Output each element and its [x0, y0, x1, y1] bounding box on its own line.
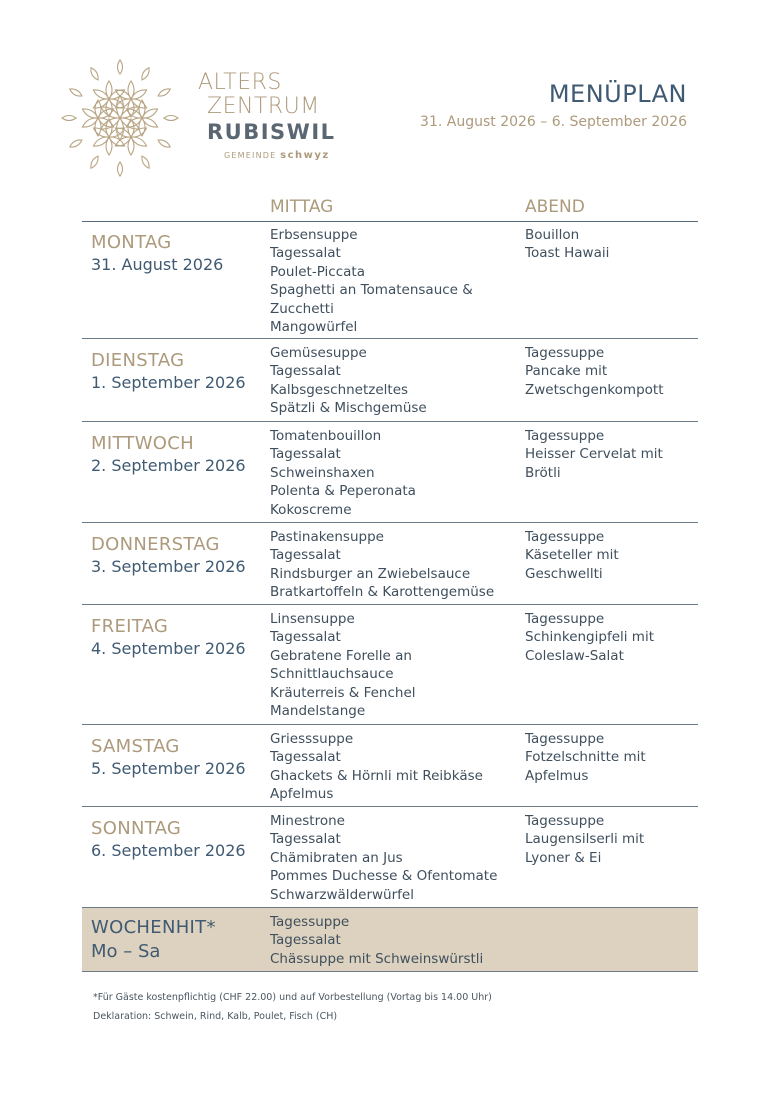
menu-item: Kräuterreis & Fenchel [270, 684, 416, 701]
footnotes [93, 988, 492, 1026]
menu-item: Gebratene Forelle an [270, 647, 412, 664]
menu-item: Heisser Cervelat mit [525, 446, 663, 463]
gemeinde-label: GEMEINDE [224, 151, 277, 160]
menu-item: Kokoscreme [270, 501, 352, 518]
menu-item: Tagessuppe [270, 914, 350, 930]
gemeinde-name: schwyz [280, 150, 330, 161]
menu-item: Tagessuppe [525, 813, 605, 829]
menu-item: Tagessuppe [525, 611, 605, 627]
day-date: 4. September 2026 [91, 638, 246, 658]
brand-line-alters: ALTERS [198, 70, 282, 95]
abend-menu [525, 528, 690, 583]
day-cell [91, 232, 223, 276]
abend-menu [525, 812, 690, 867]
day-cell [91, 350, 246, 394]
mittag-menu [270, 528, 510, 602]
brand-line-rubiswil: RUBISWIL [207, 120, 336, 144]
day-cell [91, 433, 246, 477]
page-header [420, 80, 687, 130]
day-cell [91, 534, 246, 578]
menu-item: Tagessuppe [525, 428, 605, 444]
footnote-price: *Für Gäste kostenpflichtig (CHF 22.00) und auf Vorbestellung (Vortag bis 14.00 Uhr) [93, 992, 492, 1003]
menu-item: Tagessalat [270, 363, 341, 380]
menu-item: Tagessalat [270, 932, 341, 949]
menu-item: Erbsensuppe [270, 227, 358, 243]
page-title: MENÜPLAN [548, 80, 687, 108]
brand-line-zentrum: ZENTRUM [207, 94, 320, 119]
menu-item: Spätzli & Mischgemüse [270, 400, 427, 417]
menu-item: Tagessuppe [525, 345, 605, 361]
day-row-sunday [82, 807, 698, 908]
day-name: DIENSTAG [91, 350, 185, 371]
day-row-thursday [82, 523, 698, 605]
menu-item: Brötli [525, 464, 561, 481]
brand-wordmark [198, 72, 336, 161]
column-headers [82, 195, 698, 222]
day-date: 5. September 2026 [91, 758, 246, 778]
menu-item: Mandelstange [270, 703, 366, 720]
menu-item: Rindsburger an Zwiebelsauce [270, 565, 471, 582]
menu-item: Coleslaw-Salat [525, 647, 624, 664]
date-range: 31. August 2026 – 6. September 2026 [420, 114, 687, 130]
day-date: 3. September 2026 [91, 556, 246, 576]
wochenhit-days: Mo – Sa [91, 940, 161, 962]
menu-item: Lyoner & Ei [525, 849, 602, 866]
menu-item: Zucchetti [270, 300, 334, 317]
abend-menu [525, 344, 690, 399]
menu-item: Schwarzwälderwürfel [270, 886, 414, 903]
menu-item: Tagessalat [270, 245, 341, 262]
abend-menu [525, 610, 690, 665]
menu-item: Apfelmus [270, 786, 334, 803]
menu-item: Mangowürfel [270, 319, 358, 336]
abend-menu [525, 730, 690, 785]
menu-item: Apfelmus [525, 767, 589, 784]
day-row-wednesday [82, 422, 698, 523]
day-name: SONNTAG [91, 818, 182, 839]
day-name: MITTWOCH [91, 433, 194, 454]
menu-item: Tomatenbouillon [270, 428, 382, 444]
day-row-friday [82, 605, 698, 725]
day-row-tuesday [82, 339, 698, 422]
menu-item: Tagessalat [270, 749, 341, 766]
menu-item: Chämibraten an Jus [270, 849, 403, 866]
day-cell [91, 818, 246, 862]
day-row-monday [82, 221, 698, 339]
menu-item: Pancake mit [525, 363, 608, 380]
mittag-menu [270, 344, 510, 418]
mittag-menu [270, 427, 510, 519]
day-row-saturday [82, 725, 698, 807]
menu-item: Minestrone [270, 813, 345, 829]
menu-item: Tagessalat [270, 547, 341, 564]
menu-item: Linsensuppe [270, 611, 355, 627]
wochenhit-name: WOCHENHIT* [91, 917, 216, 938]
menu-item: Tagessuppe [525, 731, 605, 747]
menu-item: Schweinshaxen [270, 464, 375, 481]
brand-line-gemeinde [198, 151, 336, 161]
day-date: 6. September 2026 [91, 840, 246, 860]
mittag-menu [270, 226, 510, 336]
menu-item: Käseteller mit [525, 547, 619, 564]
menu-table [82, 221, 698, 972]
menu-item: Toast Hawaii [525, 245, 610, 262]
menu-item: Pastinakensuppe [270, 529, 384, 545]
menu-item: Bouillon [525, 227, 580, 243]
menu-item: Tagessalat [270, 629, 341, 646]
menu-item: Tagessalat [270, 831, 341, 848]
abend-menu [525, 226, 690, 263]
menu-item: Zwetschgenkompott [525, 381, 664, 398]
day-cell [91, 736, 246, 780]
day-date: 31. August 2026 [91, 254, 224, 274]
day-name: MONTAG [91, 232, 172, 253]
menu-item: Pommes Duchesse & Ofentomate [270, 868, 498, 885]
menu-item: Ghackets & Hörnli mit Reibkäse [270, 767, 483, 784]
menu-item: Geschwellti [525, 565, 603, 582]
abend-menu [525, 427, 690, 482]
day-name: SAMSTAG [91, 736, 180, 757]
day-cell [91, 917, 216, 964]
menu-item: Schinkengipfeli mit [525, 629, 654, 646]
menu-item: Chässuppe mit Schweinswürstli [270, 950, 484, 967]
menu-item: Kalbsgeschnetzeltes [270, 381, 409, 398]
menu-item: Fotzelschnitte mit [525, 749, 646, 766]
menu-item: Griesssuppe [270, 731, 354, 747]
menu-item: Laugensilserli mit [525, 831, 645, 848]
menu-item: Tagessuppe [525, 529, 605, 545]
day-name: DONNERSTAG [91, 534, 220, 555]
day-date: 1. September 2026 [91, 372, 246, 392]
menu-item: Polenta & Peperonata [270, 483, 416, 500]
mittag-menu [270, 812, 510, 904]
flower-of-life-logo-icon [52, 50, 188, 186]
menu-item: Gemüsesuppe [270, 345, 367, 361]
menu-item: Tagessalat [270, 446, 341, 463]
wochenhit-menu [270, 913, 510, 968]
column-header-mittag: MITTAG [270, 197, 334, 217]
day-date: 2. September 2026 [91, 455, 246, 475]
menu-item: Spaghetti an Tomatensauce & [270, 282, 473, 299]
mittag-menu [270, 730, 510, 804]
column-header-abend: ABEND [525, 197, 585, 217]
wochenhit-row [82, 908, 698, 972]
menu-item: Poulet-Piccata [270, 263, 365, 280]
menu-item: Bratkartoffeln & Karottengemüse [270, 584, 495, 601]
day-cell [91, 616, 246, 660]
footnote-declaration: Deklaration: Schwein, Rind, Kalb, Poulet, Fisch (CH) [93, 1011, 338, 1022]
day-name: FREITAG [91, 616, 169, 637]
mittag-menu [270, 610, 510, 720]
menu-item: Schnittlauchsauce [270, 666, 394, 683]
